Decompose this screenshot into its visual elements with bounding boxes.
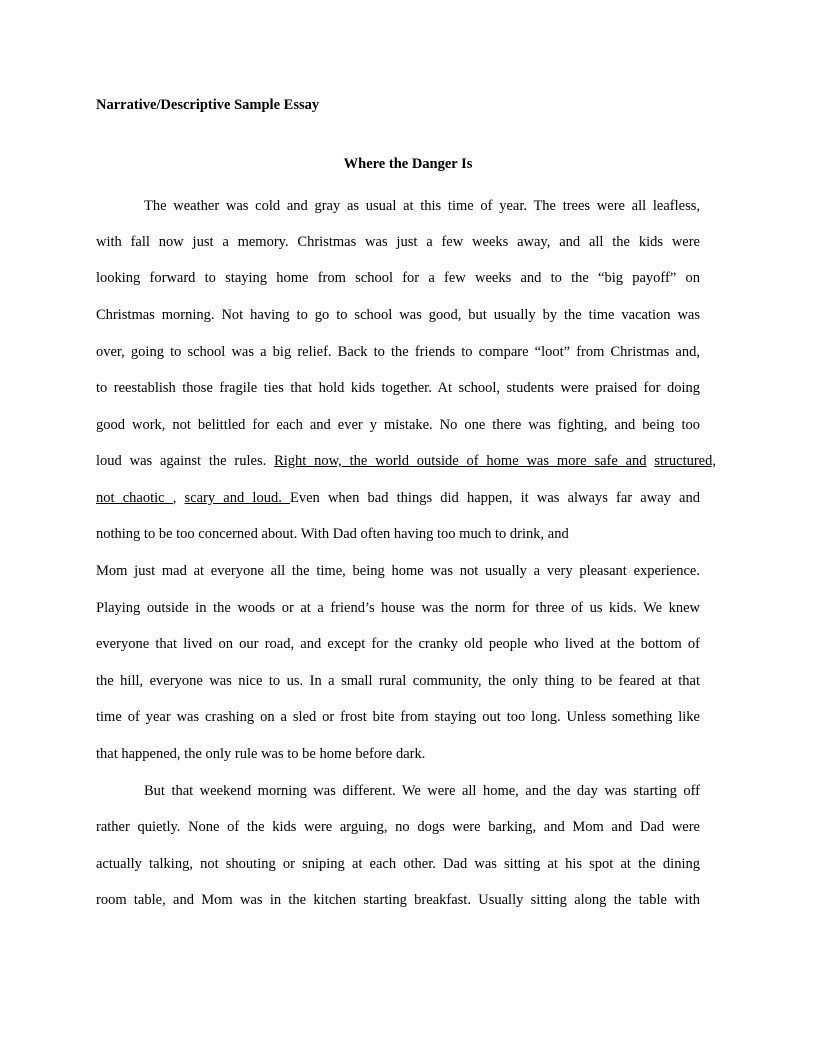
essay-line: the hill, everyone was nice to us. In a small rural community, the only thing to be feared at that [96, 673, 700, 689]
essay-line: that happened, the only rule was to be home before dark. [96, 746, 426, 762]
underlined-text: not chaotic [96, 490, 173, 506]
essay-line: everyone that lived on our road, and except for the cranky old people who lived at the bottom of [96, 636, 700, 652]
essay-line-underlined [96, 488, 700, 508]
essay-text: loud was against the rules. [96, 453, 275, 469]
essay-line: looking forward to staying home from school for a few weeks and to the “big payoff” on [96, 270, 700, 286]
underlined-text: Right now, the world outside of home was more safe and [274, 453, 647, 469]
essay-line: with fall now just a memory. Christmas was just a few weeks away, and all the kids were [96, 234, 700, 250]
essay-line: actually talking, not shouting or sniping at each other. Dad was sitting at his spot at the dining [96, 856, 700, 872]
essay-line: good work, not belittled for each and ever y mistake. No one there was fighting, and being too [96, 417, 700, 433]
essay-text: Even when bad things did happen, it was always far away and [290, 490, 700, 506]
essay-line: Mom just mad at everyone all the time, being home was not usually a very pleasant experience. [96, 563, 700, 579]
document-heading: Narrative/Descriptive Sample Essay [96, 97, 320, 113]
essay-line: to reestablish those fragile ties that hold kids together. At school, students were praised for doing [96, 380, 700, 396]
essay-line: But that weekend morning was different. We were all home, and the day was starting off [144, 783, 700, 799]
essay-line: rather quietly. None of the kids were arguing, no dogs were barking, and Mom and Dad were [96, 819, 700, 835]
essay-text: , [172, 490, 185, 506]
essay-line: nothing to be too concerned about. With Dad often having too much to drink, and [96, 526, 569, 542]
essay-line: The weather was cold and gray as usual at this time of year. The trees were all leafless, [144, 198, 700, 214]
essay-line: time of year was crashing on a sled or frost bite from staying out too long. Unless something like [96, 709, 700, 725]
essay-line: Christmas morning. Not having to go to school was good, but usually by the time vacation was [96, 307, 700, 323]
essay-line: room table, and Mom was in the kitchen starting breakfast. Usually sitting along the table with [96, 892, 700, 908]
essay-title: Where the Danger Is [343, 156, 473, 172]
underlined-text: structured, [654, 453, 716, 469]
underlined-text: scary and loud. [184, 490, 290, 506]
essay-line: over, going to school was a big relief. Back to the friends to compare “loot” from Christmas and, [96, 344, 700, 360]
essay-line-underlined [96, 451, 716, 471]
essay-line: Playing outside in the woods or at a friend’s house was the norm for three of us kids. We knew [96, 600, 700, 616]
